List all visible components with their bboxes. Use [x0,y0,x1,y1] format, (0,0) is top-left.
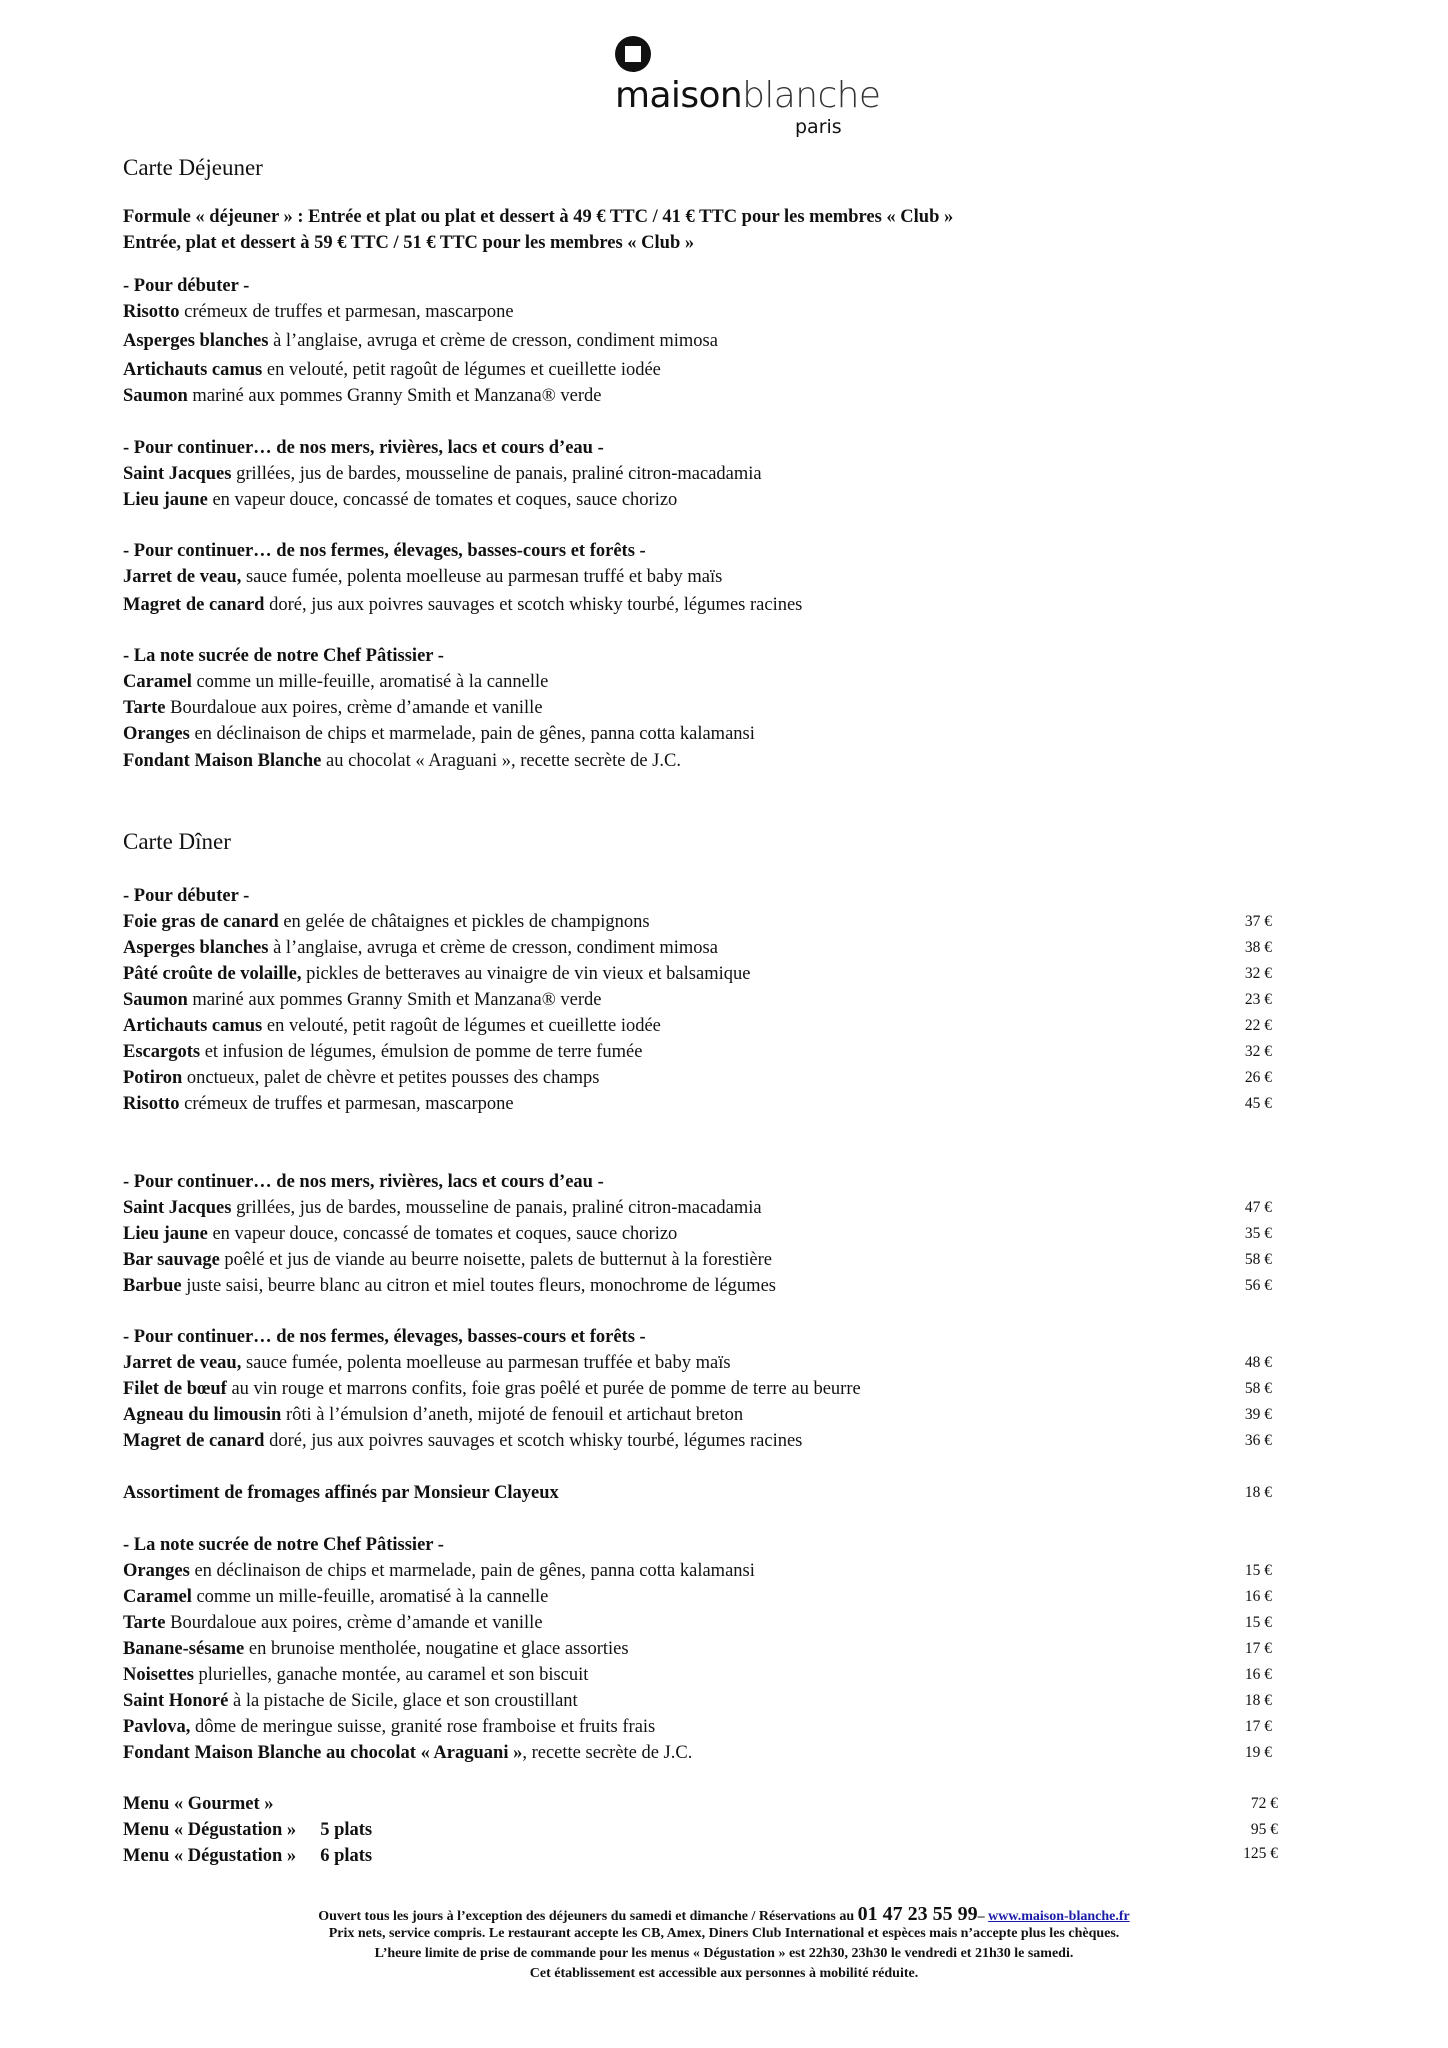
menu-steps: 5 plats [320,1820,373,1840]
menu-steps: 6 plats [320,1846,373,1866]
menu-price: 95 € [1250,1821,1278,1838]
dish-price: 17 € [1244,1718,1272,1735]
dish-price: 47 € [1244,1199,1272,1216]
dish-line [123,1611,543,1635]
dish-line [123,1559,755,1583]
dish-line [123,988,602,1012]
dish-name: Saumon [123,990,188,1010]
dish-desc: plurielles, ganache montée, au caramel et son biscuit [193,1665,589,1685]
brand-logo [615,36,881,138]
dish-desc: grillées, jus de bardes, mousseline de panais, praliné citron-macadamia [231,464,762,484]
dish-desc: grillées, jus de bardes, mousseline de panais, praliné citron-macadamia [231,1198,762,1218]
dish-line [123,1715,655,1739]
menu-name: Menu « Dégustation » [123,1846,297,1866]
dish-desc: en déclinaison de chips et marmelade, pain de gênes, panna cotta kalamansi [189,724,755,744]
dish-desc: à l’anglaise, avruga et crème de cresson, condiment mimosa [268,331,718,351]
dish-desc: doré, jus aux poivres sauvages et scotch whisky tourbé, légumes racines [264,1431,803,1451]
dish-name: Risotto [123,1094,180,1114]
dish-desc: sauce fumée, polenta moelleuse au parmesan truffé et baby maïs [241,567,723,587]
dish-desc: juste saisi, beurre blanc au citron et miel toutes fleurs, monochrome de légumes [181,1276,776,1296]
dish-name: Noisettes [123,1665,194,1685]
dish-line [123,1403,743,1427]
footer-line-accessibility: Cet établissement est accessible aux personnes à mobilité réduite. [529,1966,919,1981]
dish-price: 16 € [1244,1588,1272,1605]
logo-wordmark [615,76,880,116]
dish-price: 23 € [1244,991,1272,1008]
dish-name: Pâté croûte de volaille, [123,964,302,984]
menu-name: Menu « Gourmet » [123,1794,274,1814]
dish-desc: , recette secrète de J.C. [522,1743,693,1763]
dish-line [123,1222,677,1246]
dish-line [123,329,718,353]
dish-price: 26 € [1244,1069,1272,1086]
footer-phone: 01 47 23 55 99 [857,1903,978,1925]
diner-title: Carte Dîner [123,829,231,854]
dish-name: Tarte [123,1613,166,1633]
footer-hours-text: Ouvert tous les jours à l’exception des déjeuners du samedi et dimanche / Réservations au [318,1909,858,1924]
dish-name: Jarret de veau, [123,1353,242,1373]
dish-name: Escargots [123,1042,201,1062]
dish-price: 58 € [1244,1380,1272,1397]
dish-desc: pickles de betteraves au vinaigre de vin vieux et balsamique [301,964,751,984]
dish-line [123,1377,861,1401]
menu-price: 72 € [1250,1795,1278,1812]
dish-line [123,384,602,408]
dish-line [123,962,750,986]
dish-name: Asperges blanches [123,331,269,351]
dish-line [123,936,718,960]
dish-price: 56 € [1244,1277,1272,1294]
dish-name: Agneau du limousin [123,1405,282,1425]
dish-price: 39 € [1244,1406,1272,1423]
dish-name: Caramel [123,672,192,692]
logo-word-light: blanche [742,75,881,116]
logo-mark-icon [615,36,651,72]
dish-line [123,1274,776,1298]
dish-desc: mariné aux pommes Granny Smith et Manzana® verde [187,386,602,406]
footer-separator: – [977,1909,989,1924]
dish-name: Magret de canard [123,1431,265,1451]
dejeuner-formula-line: Entrée, plat et dessert à 59 € TTC / 51 € TTC pour les membres « Club » [123,233,695,253]
dish-name: Oranges [123,724,190,744]
dish-price: 22 € [1244,1017,1272,1034]
dish-name: Pavlova, [123,1717,191,1737]
dish-price: 15 € [1244,1614,1272,1631]
dish-name: Lieu jaune [123,1224,208,1244]
dish-desc: à la pistache de Sicile, glace et son croustillant [228,1691,578,1711]
dish-desc: en vapeur douce, concassé de tomates et coques, sauce chorizo [207,1224,678,1244]
dish-price: 45 € [1244,1095,1272,1112]
dish-price: 17 € [1244,1640,1272,1657]
dish-name: Asperges blanches [123,938,269,958]
dish-line [123,1351,731,1375]
dish-name: Magret de canard [123,595,265,615]
dish-desc: et infusion de légumes, émulsion de pomme de terre fumée [200,1042,643,1062]
dish-name: Foie gras de canard [123,912,279,932]
dish-price: 35 € [1244,1225,1272,1242]
dish-name: Barbue [123,1276,182,1296]
dish-name: Filet de bœuf [123,1379,227,1399]
dish-name: Saint Honoré [123,1691,229,1711]
dish-line [123,358,661,382]
dish-name: Caramel [123,1587,192,1607]
dish-desc: Bourdaloue aux poires, crème d’amande et vanille [165,1613,543,1633]
dish-name: Potiron [123,1068,183,1088]
dish-desc: crémeux de truffes et parmesan, mascarpone [179,1094,514,1114]
dish-name: Tarte [123,698,166,718]
dish-desc: rôti à l’émulsion d’aneth, mijoté de fenouil et artichaut breton [281,1405,744,1425]
dish-line [123,1014,661,1038]
diner-section-heading: - Pour continuer… de nos mers, rivières, lacs et cours d’eau - [123,1172,604,1192]
dish-desc: mariné aux pommes Granny Smith et Manzana® verde [187,990,602,1010]
dish-name: Lieu jaune [123,490,208,510]
dish-price: 38 € [1244,939,1272,956]
dish-price: 15 € [1244,1562,1272,1579]
menu-line [123,1844,372,1868]
dish-name: Banane-sésame [123,1639,245,1659]
dish-line [123,565,722,589]
menu-line [123,1792,274,1816]
dish-line [123,722,755,746]
dish-desc: en velouté, petit ragoût de légumes et cueillette iodée [262,360,661,380]
menu-line [123,1818,372,1842]
dish-line [123,593,802,617]
dish-desc: Bourdaloue aux poires, crème d’amande et vanille [165,698,543,718]
dish-name: Saumon [123,386,188,406]
dejeuner-title: Carte Déjeuner [123,155,263,180]
dish-name: Artichauts camus [123,360,263,380]
footer-line-order-limit: L’heure limite de prise de commande pour les menus « Dégustation » est 22h30, 23h30 le vendredi et 21h30 le samedi. [374,1946,1074,1961]
dish-name: Saint Jacques [123,464,232,484]
dish-line [123,910,650,934]
dish-desc: doré, jus aux poivres sauvages et scotch whisky tourbé, légumes racines [264,595,803,615]
menu-name: Menu « Dégustation » [123,1820,297,1840]
dish-line [123,488,677,512]
dish-price: 19 € [1244,1744,1272,1761]
dish-line [123,1663,588,1687]
dish-desc: à l’anglaise, avruga et crème de cresson, condiment mimosa [268,938,718,958]
dish-line [123,670,548,694]
menu-price: 125 € [1243,1845,1278,1862]
dish-desc: en velouté, petit ragoût de légumes et cueillette iodée [262,1016,661,1036]
cheese-price: 18 € [1244,1484,1272,1501]
dish-desc: onctueux, palet de chèvre et petites pousses des champs [182,1068,600,1088]
footer-line-payment: Prix nets, service compris. Le restaurant accepte les CB, Amex, Diners Club International et espèces mais n’accepte plus les chèques. [328,1926,1120,1941]
dejeuner-section-heading: - Pour continuer… de nos fermes, élevages, basses-cours et forêts - [123,541,646,561]
dish-name: Bar sauvage [123,1250,220,1270]
dish-line [123,1248,772,1272]
dish-desc: au vin rouge et marrons confits, foie gras poêlé et purée de pomme de terre au beurre [226,1379,861,1399]
dejeuner-formula-line: Formule « déjeuner » : Entrée et plat ou plat et dessert à 49 € TTC / 41 € TTC pour les membres « Club » [123,207,954,227]
dish-desc: au chocolat « Araguani », recette secrète de J.C. [321,751,681,771]
dish-desc: comme un mille-feuille, aromatisé à la cannelle [191,1587,549,1607]
dish-name: Saint Jacques [123,1198,232,1218]
dish-desc: en brunoise mentholée, nougatine et glace assorties [244,1639,629,1659]
dejeuner-section-heading: - Pour débuter - [123,276,250,296]
dish-line [123,1040,642,1064]
dish-desc: sauce fumée, polenta moelleuse au parmesan truffée et baby maïs [241,1353,731,1373]
dish-line [123,1429,802,1453]
dish-line [123,749,681,773]
dish-line [123,300,514,324]
dish-name: Artichauts camus [123,1016,263,1036]
dish-name: Fondant Maison Blanche au chocolat « Araguani » [123,1743,523,1763]
dish-desc: crémeux de truffes et parmesan, mascarpone [179,302,514,322]
dish-price: 18 € [1244,1692,1272,1709]
logo-word-bold: maison [615,75,743,116]
dish-price: 37 € [1244,913,1272,930]
dish-line [123,1689,578,1713]
dish-line [123,1092,514,1116]
dish-line [123,696,543,720]
diner-section-heading: - Pour continuer… de nos fermes, élevages, basses-cours et forêts - [123,1327,646,1347]
dish-line [123,1066,599,1090]
dish-line [123,1637,629,1661]
dish-desc: en déclinaison de chips et marmelade, pain de gênes, panna cotta kalamansi [189,1561,755,1581]
dish-name: Oranges [123,1561,190,1581]
dish-price: 16 € [1244,1666,1272,1683]
logo-city: paris [795,116,842,138]
dish-line [123,1196,762,1220]
dish-price: 32 € [1244,965,1272,982]
dish-line [123,1741,692,1765]
footer-website-link[interactable]: www.maison-blanche.fr [988,1909,1130,1924]
dish-desc: en vapeur douce, concassé de tomates et coques, sauce chorizo [207,490,678,510]
diner-section-heading: - Pour débuter - [123,886,250,906]
dish-line [123,462,762,486]
dejeuner-section-heading: - Pour continuer… de nos mers, rivières, lacs et cours d’eau - [123,438,604,458]
dish-name: Risotto [123,302,180,322]
dish-name: Jarret de veau, [123,567,242,587]
dish-desc: en gelée de châtaignes et pickles de champignons [278,912,650,932]
diner-section-heading: - La note sucrée de notre Chef Pâtissier - [123,1535,444,1555]
dish-price: 48 € [1244,1354,1272,1371]
dish-line [123,1585,548,1609]
dish-desc: poêlé et jus de viande au beurre noisette, palets de butternut à la forestière [219,1250,773,1270]
dish-desc: comme un mille-feuille, aromatisé à la cannelle [191,672,549,692]
dish-name: Fondant Maison Blanche [123,751,322,771]
dejeuner-section-heading: - La note sucrée de notre Chef Pâtissier - [123,646,444,666]
dish-desc: dôme de meringue suisse, granité rose framboise et fruits frais [190,1717,656,1737]
dish-price: 32 € [1244,1043,1272,1060]
cheese-line: Assortiment de fromages affinés par Monsieur Clayeux [123,1483,559,1503]
dish-price: 36 € [1244,1432,1272,1449]
dish-price: 58 € [1244,1251,1272,1268]
